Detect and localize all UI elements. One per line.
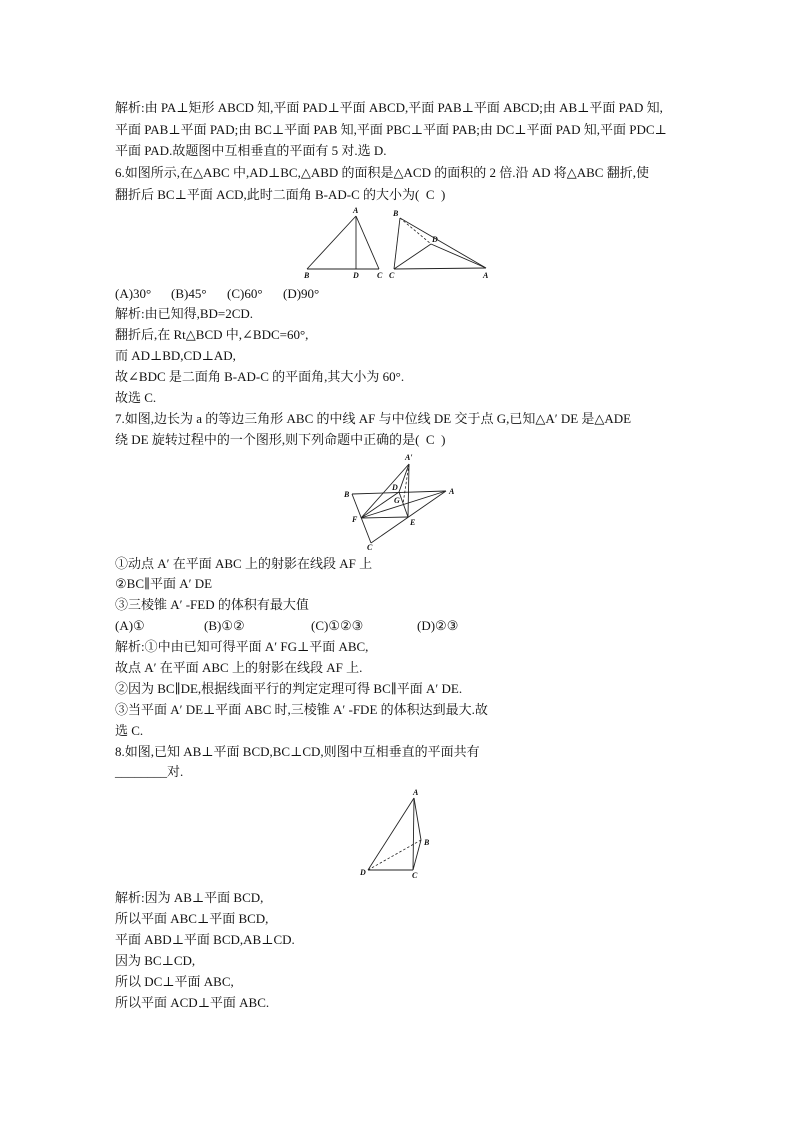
q5-analysis-line: 解析:由 PA⊥矩形 ABCD 知,平面 PAD⊥平面 ABCD,平面 PAB⊥平面 ABCD;由 AB⊥平面 PAD 知, — [115, 100, 663, 115]
q8-analysis-line: 所以平面 ACD⊥平面 ABC. — [115, 994, 270, 1010]
vertex-label: B — [304, 271, 310, 280]
blank-suffix: 对. — [167, 764, 184, 780]
option-d: (D)②③ — [417, 618, 459, 634]
q5-analysis-line: 平面 PAB⊥平面 PAD;由 BC⊥平面 PAB 知,平面 PBC⊥平面 PAB;由 DC⊥平面 PAD 知,平面 PDC⊥ — [115, 121, 667, 137]
q6-stem-line: 翻折后 BC⊥平面 ACD,此时二面角 B-AD-C 的大小为( C ) — [115, 186, 446, 202]
option-a: (A)30° — [115, 285, 152, 301]
q7-analysis-line: 故点 A′ 在平面 ABC 上的射影在线段 AF 上. — [115, 659, 363, 675]
edge-dc — [394, 244, 431, 269]
edge-da — [431, 244, 486, 268]
q8-stem-line: 8.如图,已知 AB⊥平面 BCD,BC⊥CD,则图中互相垂直的平面共有 — [115, 743, 480, 759]
edge-ca — [394, 268, 486, 269]
q8-analysis-line: 解析:因为 AB⊥平面 BCD, — [115, 889, 264, 905]
q6-q7-text-block — [115, 284, 775, 451]
midline-de — [399, 492, 408, 517]
vertex-label: C — [377, 271, 383, 280]
vertex-label: E — [410, 518, 416, 527]
vertex-label: D — [432, 235, 438, 244]
q7-analysis-line: 解析:①中由已知可得平面 A′ FG⊥平面 ABC, — [115, 639, 369, 655]
q8-analysis-line: 所以 DC⊥平面 ABC, — [115, 973, 234, 989]
q7-q8-text-block — [115, 554, 775, 784]
q6-left-triangle — [303, 206, 383, 280]
edge-bd-hidden — [400, 218, 431, 244]
edge-bc — [394, 218, 400, 269]
edge-ab — [414, 798, 421, 840]
q7-statement: ②BC∥平面 A′ DE — [115, 576, 213, 592]
answer-blank: ________ — [115, 764, 167, 780]
vertex-label: A — [353, 206, 359, 215]
q6-analysis-line: 故选 C. — [115, 389, 157, 405]
edge-bc — [413, 840, 421, 870]
edge-a-prime-e — [408, 464, 409, 517]
q7-stem-line: 绕 DE 旋转过程中的一个图形,则下列命题中正确的是( C ) — [115, 431, 446, 447]
vertex-label: A — [483, 271, 489, 280]
q5-analysis-line: 平面 PAD.故题图中互相垂直的平面有 5 对.选 D. — [115, 143, 387, 159]
q5-q6-text-block — [115, 97, 775, 205]
q6-analysis-line: 翻折后,在 Rt△BCD 中,∠BDC=60°, — [115, 327, 309, 343]
vertex-label: A′ — [405, 453, 413, 462]
q8-figure — [0, 784, 794, 884]
edge-fe — [361, 517, 408, 518]
vertex-label: C — [412, 871, 418, 880]
q7-figure — [0, 451, 794, 553]
vertex-label: D — [392, 483, 398, 492]
edge-a-prime-f — [361, 464, 409, 518]
q7-statement: ③三棱锥 A′ -FED 的体积有最大值 — [115, 597, 309, 613]
vertex-label: D — [353, 271, 359, 280]
q6-right-folded-figure — [389, 209, 489, 280]
vertex-label: F — [352, 515, 358, 524]
edge-ba — [400, 218, 486, 268]
option-b: (B)①② — [204, 618, 245, 634]
vertex-label: B — [344, 490, 350, 499]
vertex-label: A — [449, 487, 455, 496]
q8-blank-line — [115, 762, 775, 783]
q7-stem-line: 7.如图,边长为 a 的等边三角形 ABC 的中线 AF 与中位线 DE 交于点 G,已知△A′ DE 是△ADE — [115, 410, 632, 426]
q7-options — [115, 616, 775, 637]
vertex-label: B — [393, 209, 399, 218]
option-a: (A)① — [115, 618, 145, 634]
vertex-label: G — [394, 496, 400, 505]
edge-ad — [368, 798, 414, 870]
vertex-label: C — [367, 543, 373, 552]
edge-ac — [356, 216, 379, 269]
vertex-label: A — [413, 788, 419, 797]
vertex-label: C — [389, 271, 395, 280]
edge-a-prime-d — [399, 464, 409, 492]
q6-analysis-line: 而 AD⊥BD,CD⊥AD, — [115, 348, 236, 364]
q8-analysis-line: 平面 ABD⊥平面 BCD,AB⊥CD. — [115, 931, 295, 947]
option-b: (B)45° — [171, 285, 207, 301]
option-d: (D)90° — [283, 285, 320, 301]
vertex-label: B — [424, 838, 430, 847]
q8-analysis-line: 所以平面 ABC⊥平面 BCD, — [115, 910, 269, 926]
edge-ac — [413, 798, 414, 870]
q7-analysis-line: ③当平面 A′ DE⊥平面 ABC 时,三棱锥 A′ -FDE 的体积达到最大.故 — [115, 701, 488, 717]
q7-statement: ①动点 A′ 在平面 ABC 上的射影在线段 AF 上 — [115, 555, 373, 571]
q7-analysis-line: 选 C. — [115, 722, 144, 738]
q8-analysis-block — [115, 887, 775, 1013]
q6-analysis-line: 解析:由已知得,BD=2CD. — [115, 306, 254, 322]
option-c: (C)60° — [227, 285, 263, 301]
q8-analysis-line: 因为 BC⊥CD, — [115, 952, 196, 968]
q6-figure — [0, 204, 794, 284]
q6-options — [115, 284, 775, 305]
q6-analysis-line: 故∠BDC 是二面角 B-AD-C 的平面角,其大小为 60°. — [115, 369, 405, 385]
option-c: (C)①②③ — [311, 618, 364, 634]
edge-ab — [307, 216, 356, 269]
q6-stem-line: 6.如图所示,在△ABC 中,AD⊥BC,△ABD 的面积是△ACD 的面积的 2 倍.沿 AD 将△ABC 翻折,使 — [115, 165, 649, 181]
vertex-label: D — [360, 868, 366, 877]
q7-analysis-line: ②因为 BC∥DE,根据线面平行的判定定理可得 BC∥平面 A′ DE. — [115, 680, 463, 696]
